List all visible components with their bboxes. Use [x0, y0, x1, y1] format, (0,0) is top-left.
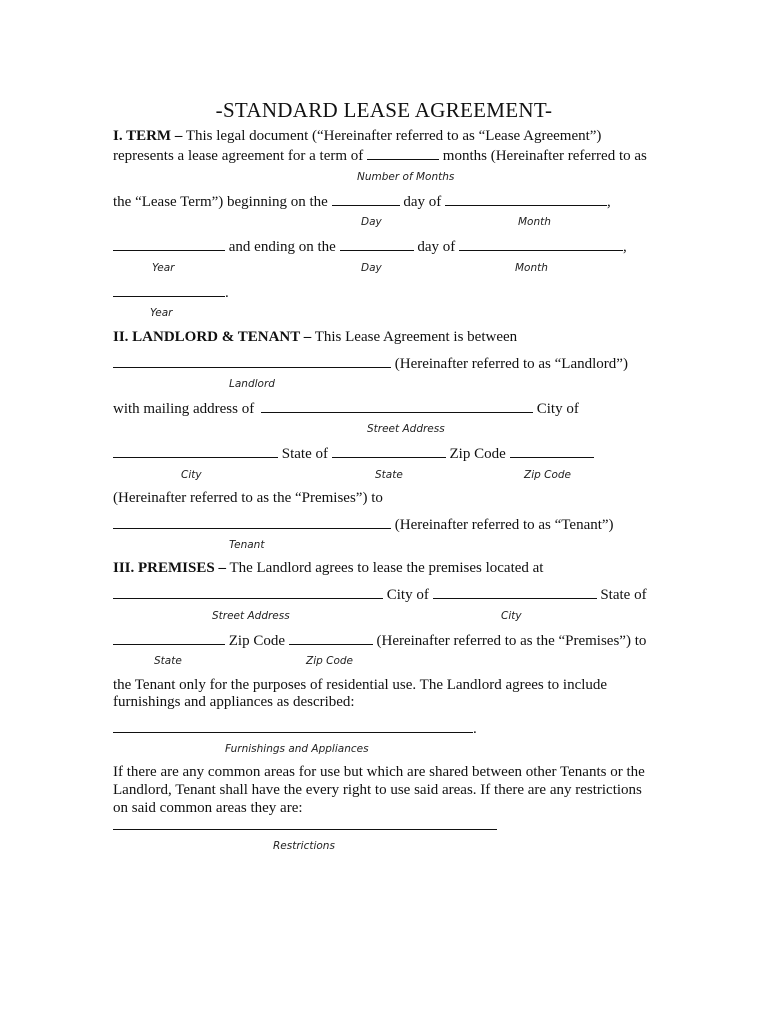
restrictions-blank[interactable]	[113, 829, 497, 830]
caption-street-address-1: Street Address	[367, 423, 445, 435]
premises-para-1-line-2: furnishings and appliances as described:	[113, 694, 355, 710]
landlord-tenant-heading: II. LANDLORD & TENANT –	[113, 329, 312, 345]
furnishings-period: .	[473, 721, 477, 737]
landlord-tenant-line-5: (Hereinafter referred to as the “Premises”) to	[113, 490, 383, 506]
caption-zip-1: Zip Code	[524, 469, 571, 481]
premises-text-1: The Landlord agrees to lease the premises located at	[229, 560, 544, 576]
premises-heading: III. PREMISES –	[113, 560, 226, 576]
start-month-blank[interactable]	[445, 192, 607, 206]
caption-restrictions: Restrictions	[273, 840, 335, 852]
caption-city-2: City	[501, 610, 522, 622]
premises-text-3a: Zip Code	[228, 633, 285, 649]
caption-year-2: Year	[150, 307, 173, 319]
caption-number-of-months: Number of Months	[357, 171, 455, 183]
furnishings-line	[113, 719, 477, 738]
premises-zip-blank[interactable]	[289, 631, 373, 645]
caption-street-address-2: Street Address	[212, 610, 290, 622]
landlord-tenant-line-6	[113, 515, 614, 534]
term-text-3a: the “Lease Term”) beginning on the	[113, 194, 328, 210]
term-heading: I. TERM –	[113, 128, 183, 144]
term-line-3	[113, 192, 611, 211]
landlord-city-blank[interactable]	[113, 444, 278, 458]
premises-state-blank[interactable]	[113, 631, 225, 645]
caption-day-1: Day	[361, 216, 382, 228]
premises-city-blank[interactable]	[433, 585, 597, 599]
months-blank[interactable]	[367, 146, 439, 160]
term-text-2a: represents a lease agreement for a term of	[113, 148, 364, 164]
caption-month-1: Month	[518, 216, 551, 228]
term-comma-1: ,	[607, 194, 611, 210]
caption-landlord: Landlord	[229, 378, 275, 390]
term-line-4	[113, 237, 627, 256]
end-day-blank[interactable]	[340, 237, 414, 251]
term-text-4a: and ending on the	[228, 239, 336, 255]
landlord-tenant-text-4a: State of	[281, 446, 328, 462]
term-line-1	[113, 128, 601, 145]
premises-line-2	[113, 585, 647, 604]
caption-zip-2: Zip Code	[306, 655, 353, 667]
term-line-2	[113, 146, 647, 165]
start-year-blank[interactable]	[113, 237, 225, 251]
landlord-zip-blank[interactable]	[510, 444, 594, 458]
caption-city-1: City	[181, 469, 202, 481]
caption-month-2: Month	[515, 262, 548, 274]
landlord-tenant-line-3	[113, 399, 579, 418]
premises-line-1	[113, 560, 543, 577]
tenant-name-blank[interactable]	[113, 515, 391, 529]
landlord-tenant-text-4b: Zip Code	[449, 446, 506, 462]
landlord-state-blank[interactable]	[332, 444, 446, 458]
landlord-name-blank[interactable]	[113, 354, 391, 368]
caption-state-1: State	[375, 469, 403, 481]
landlord-tenant-text-3b: City of	[536, 401, 579, 417]
term-text-2b: months (Hereinafter referred to as	[442, 148, 647, 164]
landlord-tenant-text-2: (Hereinafter referred to as “Landlord”)	[394, 356, 628, 372]
term-text-1: This legal document (“Hereinafter referred to as “Lease Agreement”)	[185, 128, 602, 144]
premises-para-2-line-1: If there are any common areas for use but which are shared between other Tenants or the	[113, 764, 645, 780]
premises-para-2-line-3: on said common areas they are:	[113, 800, 303, 816]
premises-para-2-line-2: Landlord, Tenant shall have the every right to use said areas. If there are any restrictions	[113, 782, 642, 798]
caption-furnishings: Furnishings and Appliances	[225, 743, 369, 755]
term-line-5	[113, 283, 229, 302]
landlord-tenant-text-3a: with mailing address of	[113, 401, 255, 417]
landlord-tenant-line-1	[113, 329, 517, 346]
end-year-blank[interactable]	[113, 283, 225, 297]
caption-state-2: State	[154, 655, 182, 667]
premises-street-blank[interactable]	[113, 585, 383, 599]
furnishings-blank[interactable]	[113, 719, 473, 733]
caption-year-1: Year	[152, 262, 175, 274]
premises-text-2a: City of	[386, 587, 429, 603]
document-title: -STANDARD LEASE AGREEMENT-	[215, 98, 553, 122]
term-period: .	[225, 285, 229, 301]
landlord-street-blank[interactable]	[261, 399, 533, 413]
landlord-tenant-line-4	[113, 444, 594, 463]
term-comma-2: ,	[622, 239, 627, 255]
landlord-tenant-line-2	[113, 354, 628, 373]
term-text-4b: day of	[417, 239, 456, 255]
caption-day-2: Day	[361, 262, 382, 274]
end-month-blank[interactable]	[459, 237, 623, 251]
caption-tenant: Tenant	[229, 539, 265, 551]
landlord-tenant-text-6: (Hereinafter referred to as “Tenant”)	[394, 517, 614, 533]
premises-text-2b: State of	[600, 587, 647, 603]
term-text-3b: day of	[403, 194, 442, 210]
premises-line-3	[113, 631, 646, 650]
premises-text-3b: (Hereinafter referred to as the “Premises”) to	[376, 633, 647, 649]
landlord-tenant-text-1: This Lease Agreement is between	[314, 329, 518, 345]
premises-para-1-line-1: the Tenant only for the purposes of residential use. The Landlord agrees to include	[113, 677, 608, 693]
start-day-blank[interactable]	[332, 192, 400, 206]
